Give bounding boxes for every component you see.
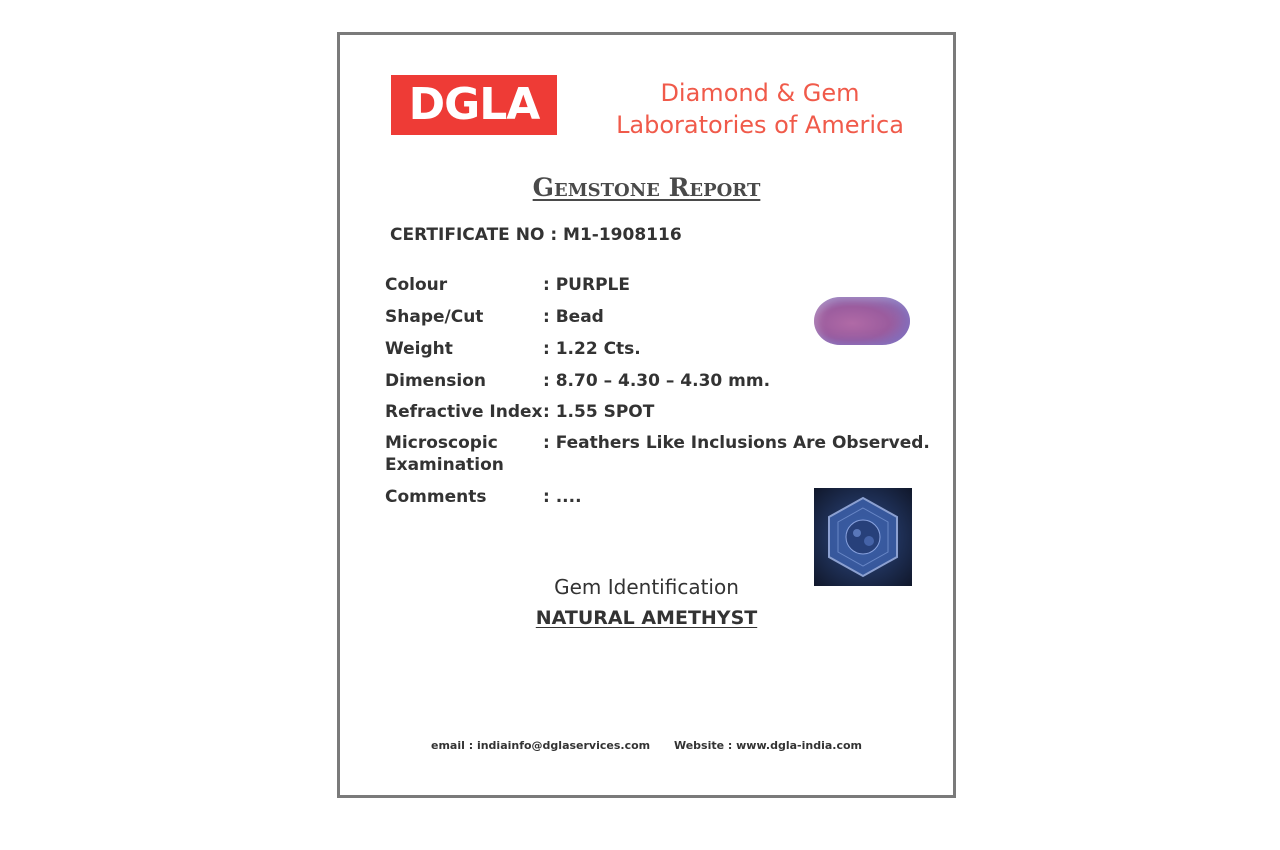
detail-value: : Bead — [543, 307, 604, 327]
report-title-text: Gemstone Report — [532, 173, 761, 202]
certificate-number — [390, 225, 682, 245]
detail-value: : 8.70 – 4.30 – 4.30 mm. — [543, 371, 771, 391]
detail-label: Weight — [385, 339, 453, 359]
detail-label: Dimension — [385, 371, 487, 391]
hologram-seal-graphic — [814, 488, 912, 586]
detail-label-line2: Examination — [385, 455, 504, 475]
detail-value: : Feathers Like Inclusions Are Observed. — [543, 433, 930, 453]
gem-identification-label: Gem Identification — [554, 575, 739, 599]
detail-value: : 1.22 Cts. — [543, 339, 641, 359]
lab-name-line2: Laboratories of America — [616, 111, 904, 139]
detail-label: Colour — [385, 275, 448, 295]
footer-contact — [340, 739, 953, 752]
detail-label: Comments — [385, 487, 487, 507]
detail-label: Refractive Index — [385, 402, 543, 422]
certificate-label: CERTIFICATE NO — [390, 225, 545, 245]
amethyst-gem-image — [814, 297, 910, 345]
hologram-seal-icon — [814, 488, 912, 586]
detail-label — [385, 432, 545, 476]
dgla-logo-text: DGLA — [408, 79, 540, 130]
footer-website: Website : www.dgla-india.com — [673, 739, 862, 752]
dgla-logo — [391, 75, 557, 135]
detail-label-line1: Microscopic — [385, 433, 498, 453]
detail-label: Shape/Cut — [385, 307, 484, 327]
gem-identification-text: NATURAL AMETHYST — [535, 607, 758, 629]
detail-value: : .... — [543, 487, 582, 507]
footer-email: email : indiainfo@dglaservices.com — [431, 739, 651, 752]
detail-value: : 1.55 SPOT — [543, 402, 655, 422]
lab-name — [570, 77, 950, 141]
report-title — [340, 173, 953, 202]
detail-value: : PURPLE — [543, 275, 630, 295]
lab-name-line1: Diamond & Gem — [660, 79, 860, 107]
gem-identification-value — [340, 607, 953, 629]
certificate-value: : M1-1908116 — [550, 225, 682, 245]
gemstone-report-card — [337, 32, 956, 798]
